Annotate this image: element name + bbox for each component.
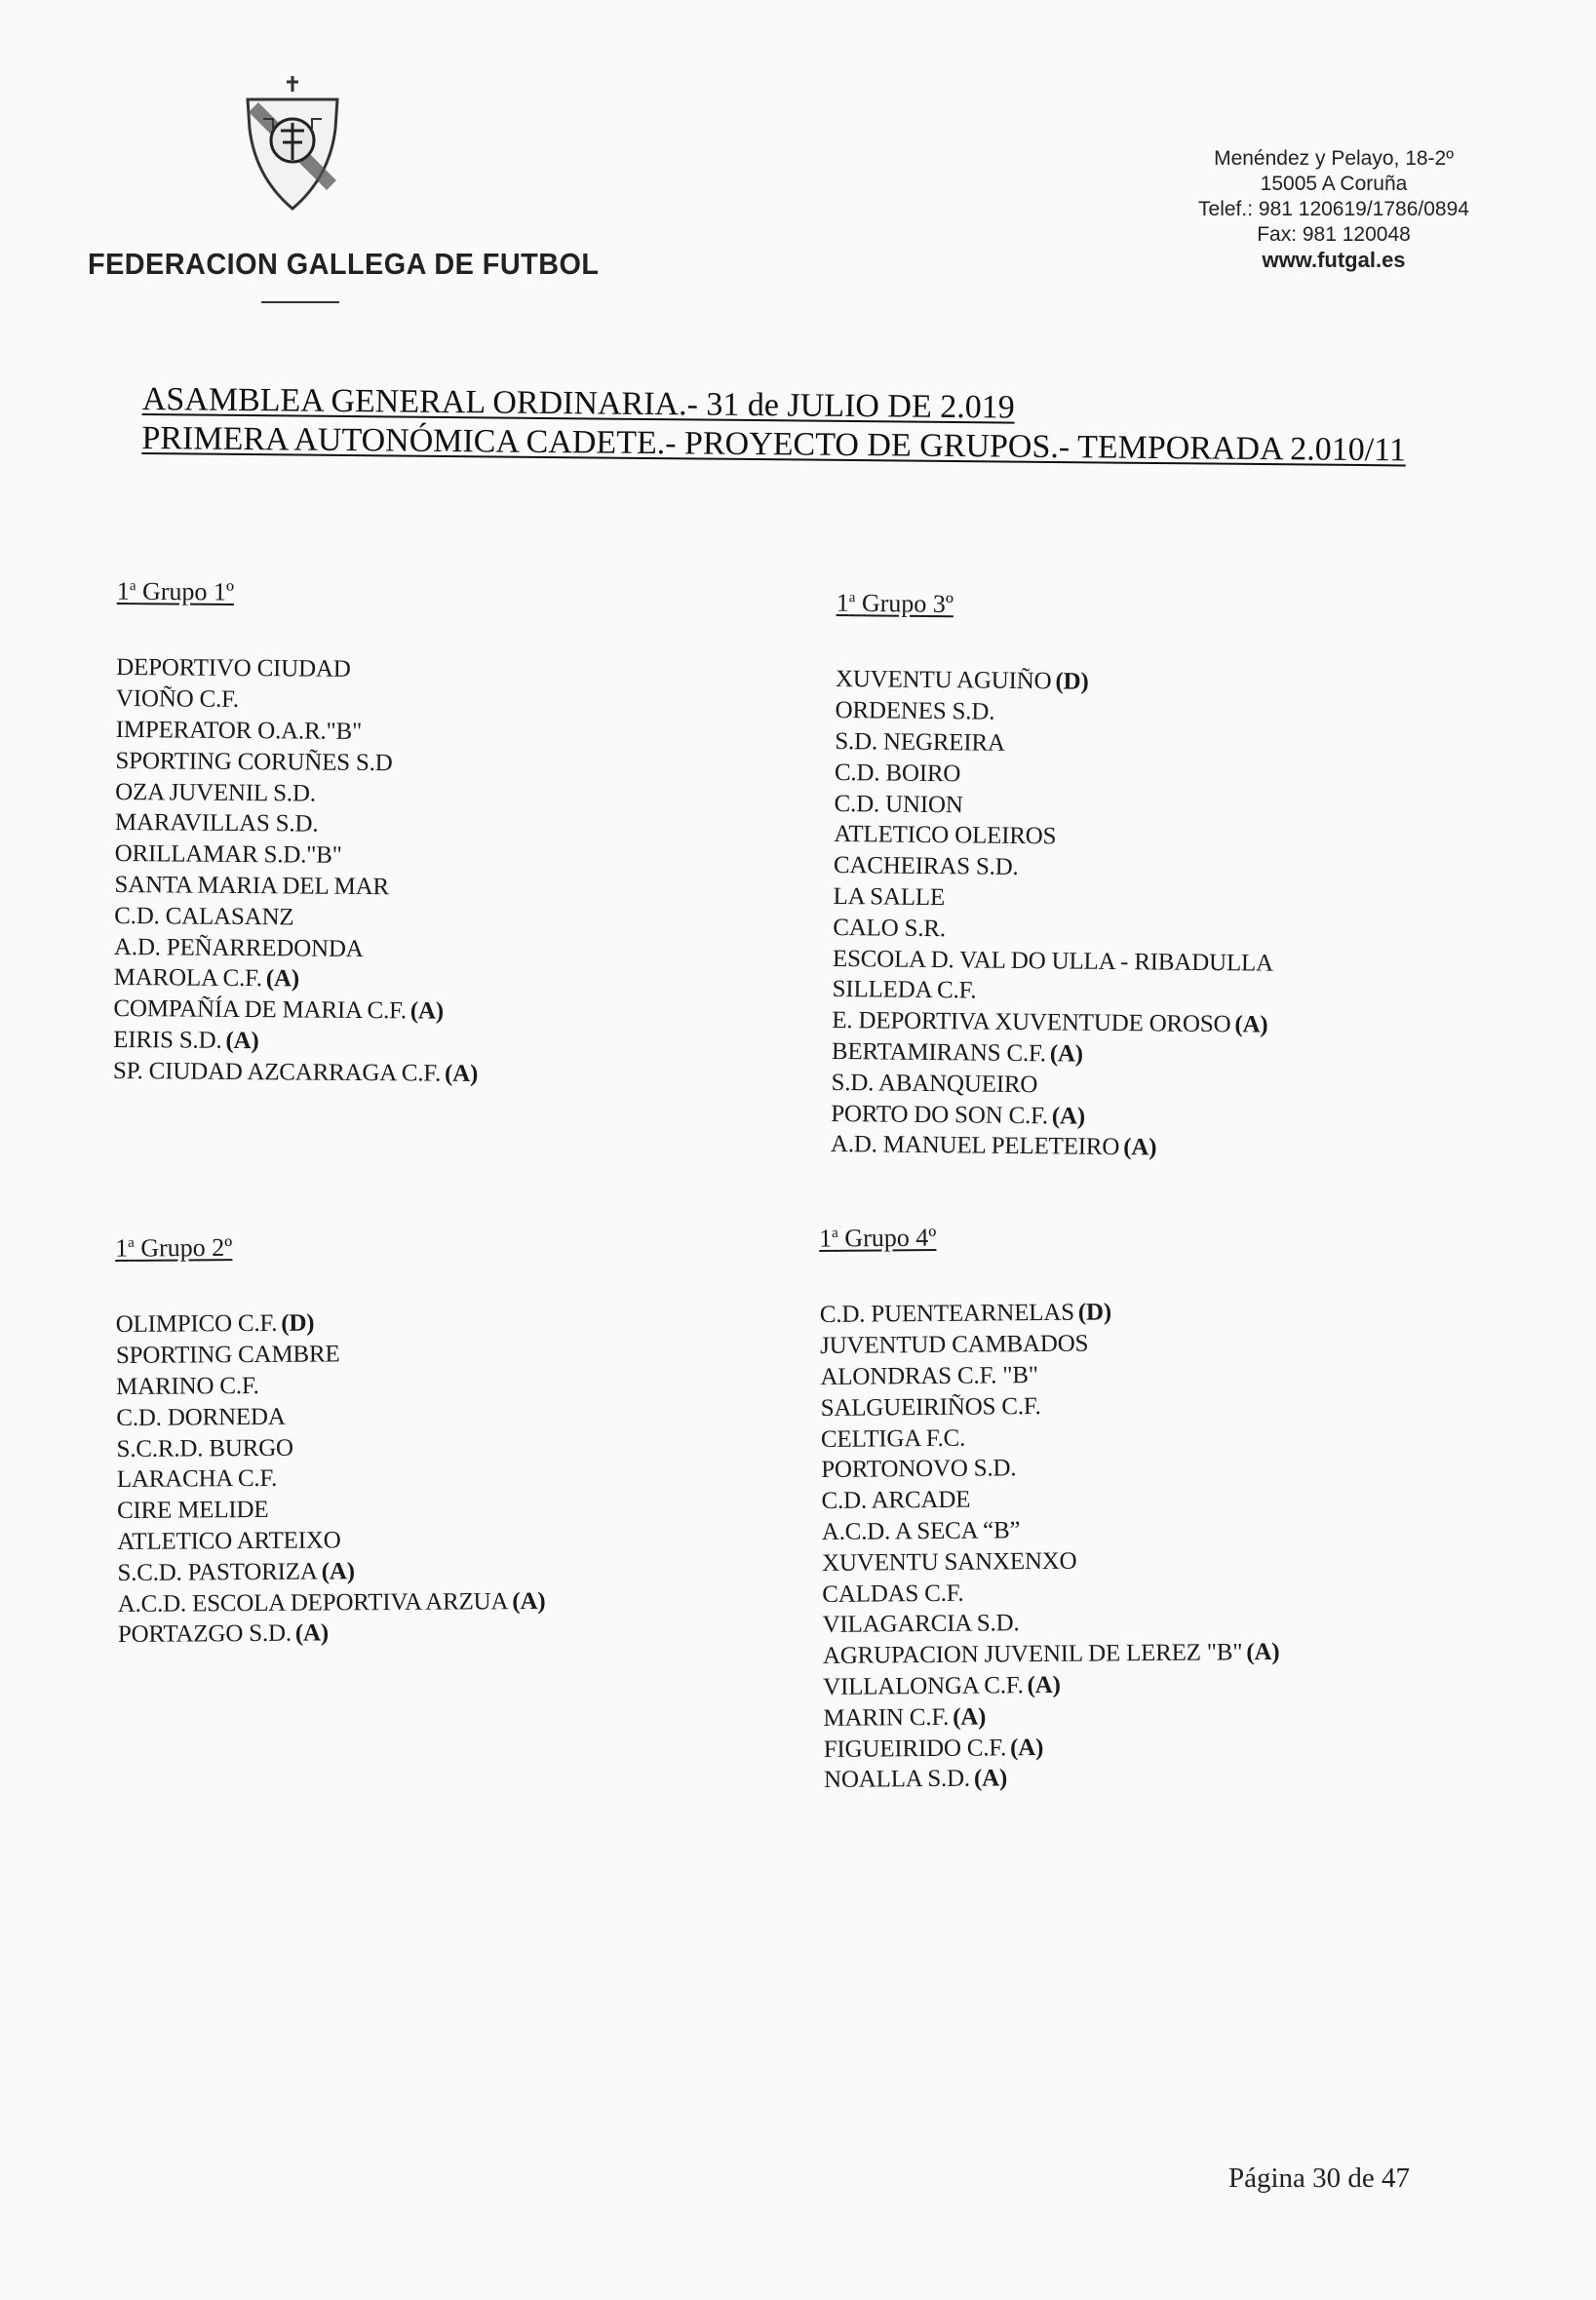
group-2 — [115, 1226, 546, 1651]
team-list — [820, 1296, 1281, 1796]
team-list-item — [822, 1544, 1279, 1579]
team-list-item — [113, 1025, 478, 1059]
team-list-item — [113, 1056, 478, 1090]
team-list-item — [831, 1129, 1271, 1165]
team-name: BERTAMIRANS C.F. — [831, 1037, 1046, 1068]
team-list-item — [823, 1699, 1280, 1735]
team-list-item — [116, 1431, 544, 1465]
team-name: C.D. UNION — [834, 790, 963, 819]
team-list-item — [116, 1400, 544, 1434]
team-name: C.D. PUENTEARNELAS — [819, 1300, 1074, 1329]
team-list-item — [833, 944, 1273, 980]
team-list-item — [824, 1731, 1281, 1766]
title-line-1: ASAMBLEA GENERAL ORDINARIA.- 31 de JULIO DE 2.019 — [141, 380, 1015, 426]
group-heading: 1$^a$ Grupo 1º — [116, 576, 235, 606]
team-name: SANTA MARIA DEL MAR — [114, 872, 390, 901]
team-category-mark: (A) — [1051, 1102, 1086, 1130]
team-list-item — [116, 715, 481, 749]
team-category-mark: (D) — [1077, 1299, 1112, 1327]
contact-block — [1139, 146, 1529, 273]
team-category-mark: (A) — [953, 1703, 987, 1731]
team-name: ALONDRAS C.F. "B" — [820, 1362, 1038, 1391]
team-list-item — [831, 1099, 1271, 1135]
team-name: A.D. PEÑARREDONDA — [113, 933, 364, 962]
team-name: C.D. DORNEDA — [116, 1403, 286, 1431]
team-category-mark: (A) — [225, 1027, 259, 1055]
team-list — [116, 1306, 546, 1651]
team-list-item — [835, 758, 1275, 794]
team-list-item — [832, 1036, 1272, 1072]
team-name: MARIN C.F. — [823, 1703, 950, 1732]
group-heading: 1$^a$ Grupo 4º — [819, 1223, 937, 1253]
team-list-item — [116, 1338, 544, 1372]
group-heading: 1$^a$ Grupo 2º — [115, 1232, 233, 1263]
team-name: ORDENES S.D. — [835, 697, 995, 725]
federation-name: FEDERACION GALLEGA DE FUTBOL — [88, 247, 600, 281]
team-list-item — [832, 1005, 1272, 1041]
team-name: CALO S.R. — [833, 914, 947, 943]
fax-number: Fax: 981 120048 — [1257, 223, 1411, 246]
team-name: ESCOLA D. VAL DO ULLA - RIBADULLA — [832, 945, 1274, 977]
team-list-item — [820, 1327, 1277, 1362]
team-name: SILLEDA C.F. — [832, 976, 977, 1004]
team-category-mark: (A) — [1009, 1734, 1044, 1761]
team-list-item — [118, 1586, 546, 1620]
team-name: VILAGARCIA S.D. — [822, 1610, 1020, 1639]
team-list-item — [115, 838, 480, 873]
team-list-item — [836, 664, 1276, 700]
team-category-mark: (D) — [281, 1310, 315, 1338]
team-name: NOALLA S.D. — [823, 1766, 971, 1794]
team-name: C.D. ARCADE — [821, 1486, 971, 1515]
team-name: MARAVILLAS S.D. — [114, 809, 319, 838]
federation-divider — [261, 301, 339, 303]
team-name: MARINO C.F. — [116, 1373, 259, 1401]
team-name: OLIMPICO C.F. — [115, 1310, 278, 1339]
group-4 — [819, 1215, 1281, 1796]
team-name: CALDAS C.F. — [822, 1579, 964, 1608]
title-line-2: PRIMERA AUTONÓMICA CADETE.- PROYECTO DE GRUPOS.- TEMPORADA 2.010/11 — [141, 419, 1407, 469]
team-name: SPORTING CAMBRE — [115, 1341, 340, 1370]
team-list-item — [823, 1637, 1280, 1672]
team-name: S.C.R.D. BURGO — [116, 1434, 293, 1462]
team-name: IMPERATOR O.A.R."B" — [115, 717, 363, 746]
team-name: PORTAZGO S.D. — [117, 1620, 292, 1649]
team-category-mark: (A) — [409, 997, 445, 1025]
team-name: VIOÑO C.F. — [115, 685, 239, 714]
team-name: S.D. ABANQUEIRO — [831, 1069, 1038, 1098]
group-1 — [113, 571, 482, 1090]
team-name: CELTIGA F.C. — [820, 1424, 966, 1453]
team-list-item — [115, 777, 480, 811]
team-name: SALGUEIRIÑOS C.F. — [820, 1392, 1041, 1422]
team-list-item — [820, 1296, 1277, 1331]
team-name: C.D. BOIRO — [834, 759, 961, 788]
team-name: AGRUPACION JUVENIL DE LEREZ "B" — [822, 1639, 1243, 1670]
team-name: E. DEPORTIVA XUVENTUDE OROSO — [832, 1007, 1231, 1038]
team-name: S.C.D. PASTORIZA — [117, 1558, 318, 1586]
phone-numbers: Telef.: 981 120619/1786/0894 — [1198, 198, 1469, 220]
team-list-item — [834, 819, 1274, 855]
team-name: CACHEIRAS S.D. — [833, 852, 1019, 881]
team-name: LARACHA C.F. — [116, 1465, 278, 1494]
team-list-item — [114, 962, 479, 996]
team-category-mark: (A) — [321, 1558, 355, 1585]
team-category-mark: (A) — [1246, 1639, 1280, 1666]
team-list-item — [821, 1482, 1278, 1517]
team-list-item — [821, 1389, 1278, 1424]
team-category-mark: (A) — [1027, 1671, 1061, 1699]
team-list-item — [115, 746, 480, 780]
team-category-mark: (A) — [973, 1765, 1008, 1793]
team-list-item — [835, 726, 1275, 762]
team-category-mark: (A) — [1123, 1134, 1157, 1161]
group-heading: 1$^a$ Grupo 3º — [836, 588, 954, 618]
team-list-item — [116, 1369, 544, 1403]
team-list-item — [834, 850, 1274, 886]
team-list-item — [834, 789, 1274, 825]
team-list-item — [823, 1606, 1280, 1641]
address-line-1: Menéndez y Pelayo, 18-2º — [1214, 147, 1454, 170]
team-list-item — [117, 1555, 545, 1589]
page-number: Página 30 de 47 — [1228, 2163, 1411, 2194]
team-list-item — [821, 1451, 1278, 1486]
team-list-item — [831, 1068, 1271, 1104]
team-name: PORTONOVO S.D. — [821, 1455, 1017, 1484]
team-list-item — [824, 1761, 1281, 1796]
team-name: C.D. CALASANZ — [114, 902, 294, 931]
team-list-item — [116, 683, 481, 718]
website-link[interactable]: www.futgal.es — [1262, 248, 1406, 272]
team-name: DEPORTIVO CIUDAD — [116, 654, 351, 683]
team-name: FIGUEIRIDO C.F. — [823, 1734, 1007, 1763]
team-list-item — [822, 1513, 1279, 1548]
team-name: S.D. NEGREIRA — [835, 728, 1005, 757]
group-3 — [831, 583, 1277, 1165]
federation-crest-icon — [234, 70, 351, 216]
team-list-item — [835, 695, 1275, 731]
team-name: JUVENTUD CAMBADOS — [820, 1330, 1089, 1360]
team-list-item — [117, 1524, 545, 1558]
team-category-mark: (A) — [445, 1060, 479, 1087]
team-name: EIRIS S.D. — [113, 1027, 222, 1054]
federation-logo — [234, 70, 351, 216]
team-category-mark: (A) — [1049, 1040, 1084, 1068]
team-list-item — [113, 994, 478, 1028]
team-name: SPORTING CORUÑES S.D — [115, 747, 393, 777]
team-list — [113, 652, 482, 1089]
team-name: MAROLA C.F. — [113, 964, 262, 993]
team-name: XUVENTU SANXENXO — [821, 1547, 1077, 1577]
document-title — [141, 380, 1429, 471]
team-list-item — [832, 974, 1272, 1010]
address-line-2: 15005 A Coruña — [1260, 173, 1408, 195]
team-list-item — [823, 1668, 1280, 1703]
team-name: A.D. MANUEL PELETEIRO — [830, 1131, 1120, 1161]
team-list-item — [114, 901, 479, 935]
team-list-item — [118, 1617, 546, 1651]
team-name: LA SALLE — [833, 883, 946, 912]
team-name: OZA JUVENIL S.D. — [115, 778, 316, 807]
team-name: ATLETICO OLEIROS — [834, 821, 1057, 850]
team-category-mark: (D) — [1055, 668, 1089, 696]
team-name: XUVENTU AGUIÑO — [835, 666, 1052, 695]
team-category-mark: (A) — [1234, 1011, 1268, 1038]
team-name: ORILLAMAR S.D."B" — [114, 840, 342, 870]
team-list — [831, 664, 1276, 1164]
team-list-item — [833, 881, 1273, 917]
team-list-item — [116, 652, 481, 686]
team-list-item — [833, 913, 1273, 949]
team-name: ATLETICO ARTEIXO — [117, 1527, 341, 1556]
team-list-item — [114, 932, 479, 966]
team-name: SP. CIUDAD AZCARRAGA C.F. — [112, 1057, 442, 1087]
team-list-item — [117, 1462, 545, 1496]
team-list-item — [114, 870, 479, 904]
team-name: VILLALONGA C.F. — [823, 1672, 1024, 1700]
team-name: A.C.D. A SECA “B” — [821, 1517, 1021, 1546]
team-list-item — [822, 1576, 1279, 1611]
team-name: A.C.D. ESCOLA DEPORTIVA ARZUA — [117, 1587, 509, 1618]
team-name: CIRE MELIDE — [116, 1497, 269, 1525]
team-list-item — [116, 1306, 544, 1341]
team-category-mark: (A) — [294, 1619, 330, 1648]
team-list-item — [820, 1358, 1277, 1393]
team-name: PORTO DO SON C.F. — [831, 1100, 1048, 1129]
team-name: COMPAÑÍA DE MARIA C.F. — [113, 995, 407, 1025]
team-list-item — [821, 1421, 1278, 1456]
team-category-mark: (A) — [265, 965, 300, 993]
team-list-item — [115, 807, 480, 841]
team-list-item — [117, 1493, 545, 1527]
team-category-mark: (A) — [512, 1587, 546, 1615]
